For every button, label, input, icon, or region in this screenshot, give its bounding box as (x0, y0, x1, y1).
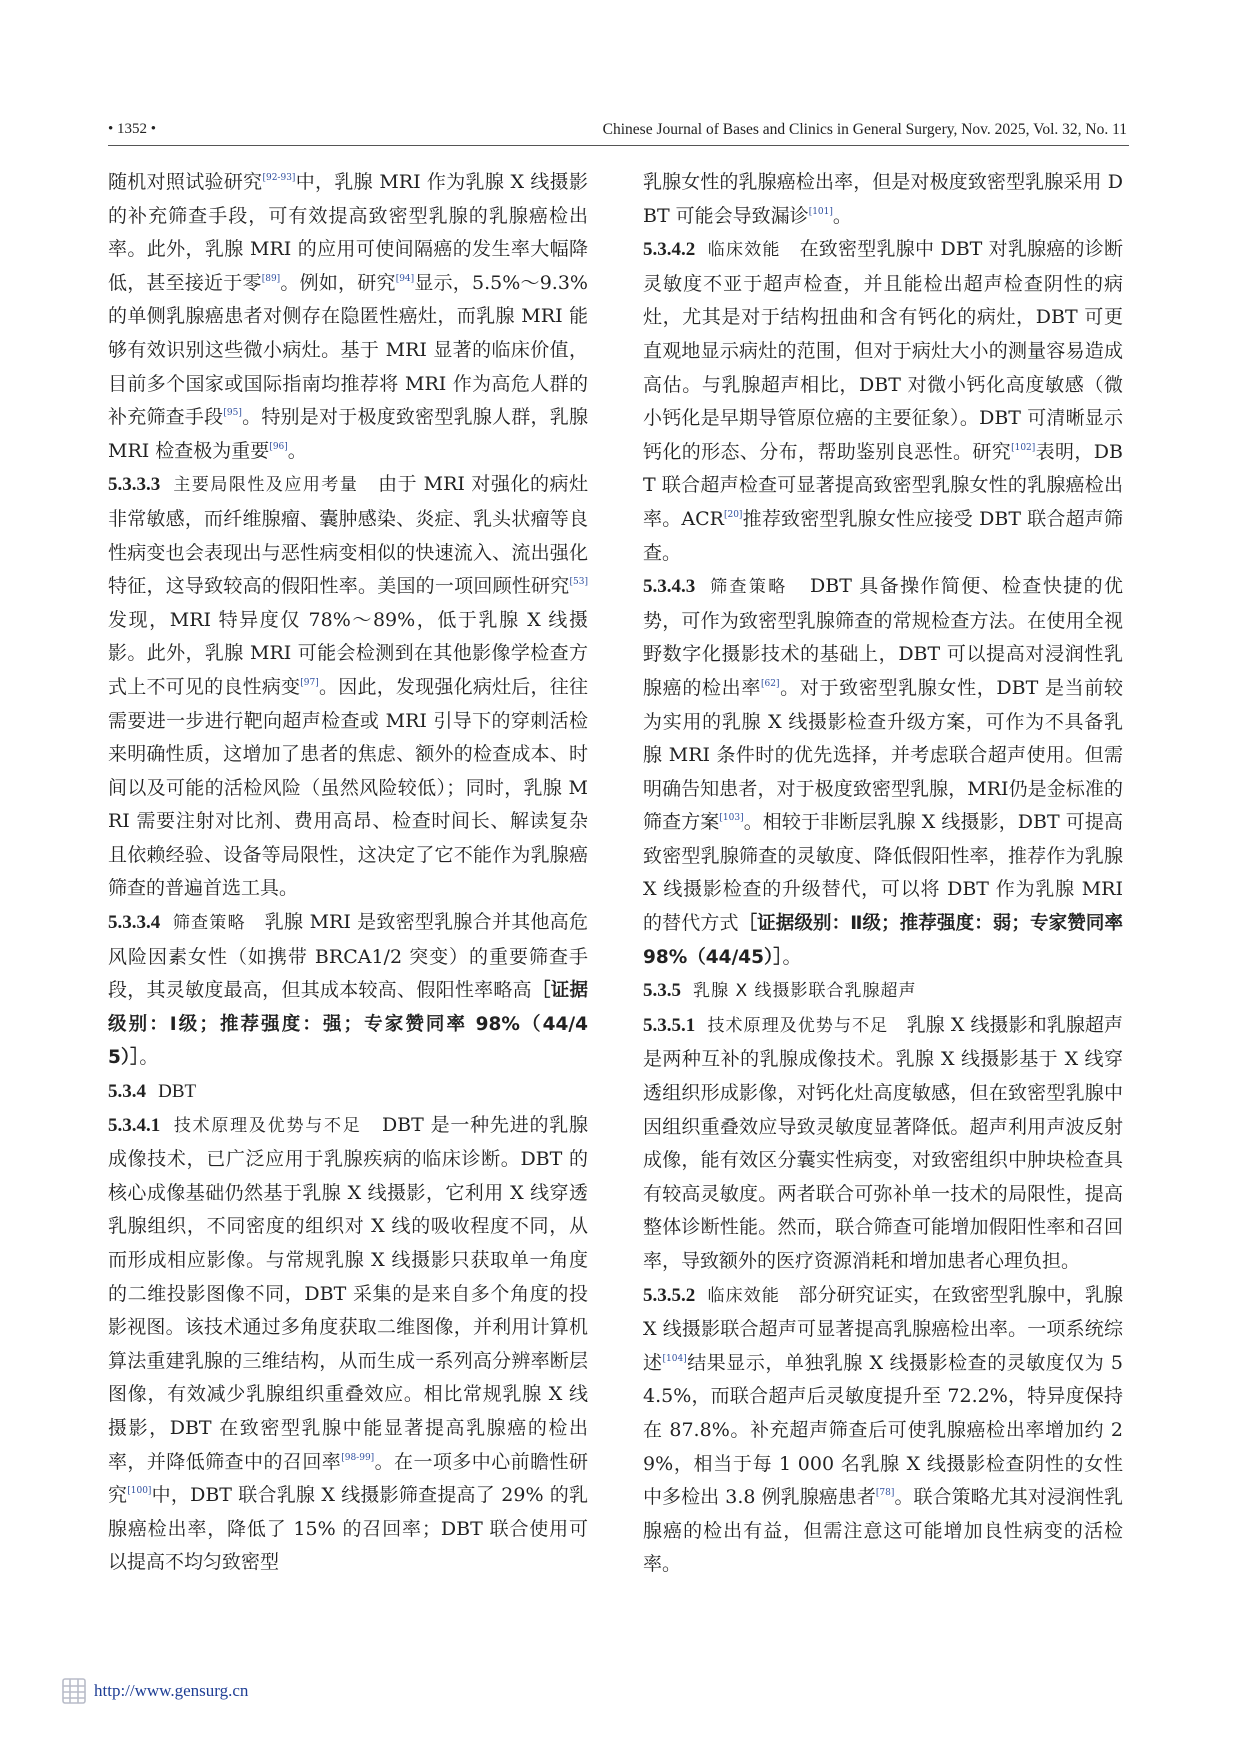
section-title: 技术原理及优势与不足 (173, 1115, 362, 1136)
section-title: DBT (158, 1081, 197, 1103)
header-divider (108, 145, 1129, 146)
paragraph-mri-value: 随机对照试验研究[92-93]中，乳腺 MRI 作为乳腺 X 线摄影的补充筛查手段，可有效提高致密型乳腺的乳腺癌检出率。此外，乳腺 MRI 的应用可使间隔癌的发生率大幅降低，甚至接近于零[89]。例如，研究[94]显示，5.5%～9.3% 的单侧乳腺癌患者对侧存在隐匿性癌灶，而乳腺 MRI 能够有效识别这些微小病灶。基于 MRI 显著的临床价值，目前多个国家或国际指南均推荐将 MRI 作为高危人群的补充筛查手段[95]。特别是对于极度致密型乳腺人群，乳腺 MRI 检查极为重要[96]。 (108, 171, 588, 462)
citation-ref[interactable]: [89] (261, 273, 281, 284)
section-number: 5.3.3.4 (108, 912, 161, 934)
section-number: 5.3.5 (643, 980, 681, 1002)
section-title: 筛查策略 (172, 913, 246, 934)
section-number: 5.3.4.2 (643, 239, 696, 261)
journal-url-link[interactable]: http://www.gensurg.cn (94, 1681, 249, 1700)
citation-ref[interactable]: [103] (719, 813, 744, 824)
section-5-3-5-2: 5.3.5.2 临床效能 部分研究证实，在致密型乳腺中，乳腺 X 线摄影联合超声可显著提高乳腺癌检出率。一项系统综述[104]结果显示，单独乳腺 X 线摄影检查的灵敏度仅为 54.5%，而联合超声后灵敏度提升至 72.2%，特异度保持在 87.8%。补充超声筛查后可使乳腺癌检出率增加约 29%，相当于每 1 000 名乳腺 X 线摄影检查阴性的女性中多检出 3.8 例乳腺癌患者[78]。联合策略尤其对浸润性乳腺癌的检出有益，但需注意这可能增加良性病变的活检率。 (643, 1283, 1123, 1576)
section-5-3-3-3: 5.3.3.3 主要局限性及应用考量 由于 MRI 对强化的病灶非常敏感，而纤维腺瘤、囊肿感染、炎症、乳头状瘤等良性病变也会表现出与恶性病变相似的快速流入、流出强化特征，这导致较高的假阳性率。美国的一项回顾性研究[53]发现，MRI 特异度仅 78%～89%，低于乳腺 X 线摄影。此外，乳腺 MRI 可能会检测到在其他影像学检查方式上不可见的良性病变[97]。因此，发现强化病灶后，往往需要进一步进行靶向超声检查或 MRI 引导下的穿刺活检来明确性质，这增加了患者的焦虑、额外的检查成本、时间以及可能的活检风险（虽然风险较低）；同时，乳腺 MRI 需要注射对比剂、费用高昂、检查时间长、解读复杂且依赖经验、设备等局限性，这决定了它不能作为乳腺癌筛查的普遍首选工具。 (108, 473, 588, 900)
right-column (643, 166, 1123, 1582)
journal-citation: Chinese Journal of Bases and Clinics in General Surgery, Nov. 2025, Vol. 32, No. 11 (602, 121, 1127, 138)
citation-ref[interactable]: [100] (127, 1486, 152, 1497)
section-5-3-3-4: 5.3.3.4 筛查策略 乳腺 MRI 是致密型乳腺合并其他高危风险因素女性（如携带 BRCA1/2 突变）的重要筛查手段，其灵敏度最高，但其成本较高、假阳性率略高［证据级别：Ⅰ级；推荐强度：强；专家赞同率 98%（44/45）］。 (108, 911, 588, 1069)
section-5-3-5-1: 5.3.5.1 技术原理及优势与不足 乳腺 X 线摄影和乳腺超声是两种互补的乳腺成像技术。乳腺 X 线摄影基于 X 线穿透组织形成影像，对钙化灶高度敏感，但在致密型乳腺中因组织重叠效应导致灵敏度显著降低。超声利用声波反射成像，能有效区分囊实性病变，对致密组织中肿块检查具有较高灵敏度。两者联合可弥补单一技术的局限性，提高整体诊断性能。然而，联合筛查可能增加假阳性率和召回率，导致额外的医疗资源消耗和增加患者心理负担。 (643, 1013, 1123, 1272)
citation-ref[interactable]: [62] (760, 678, 780, 689)
section-number: 5.3.4 (108, 1081, 146, 1103)
section-number: 5.3.4.3 (643, 576, 696, 598)
section-5-3-5 (643, 974, 1123, 1009)
section-5-3-4 (108, 1075, 588, 1109)
citation-ref[interactable]: [101] (808, 206, 833, 217)
recommendation-grade: ［证据级别：Ⅱ级；推荐强度：弱；专家赞同率 98%（44/45）］ (643, 913, 1123, 968)
citation-ref[interactable]: [96] (269, 441, 288, 452)
left-column (108, 166, 588, 1580)
section-number: 5.3.4.1 (108, 1114, 161, 1136)
citation-ref[interactable]: [53] (569, 577, 588, 588)
section-5-3-4-2: 5.3.4.2 临床效能 在致密型乳腺中 DBT 对乳腺癌的诊断灵敏度不亚于超声检查，并且能检出超声检查阴性的病灶，尤其是对于结构扭曲和含有钙化的病灶，DBT 可更直观地显示病灶的范围，但对于病灶大小的测量容易造成高估。与乳腺超声相比，DBT 对微小钙化高度敏感（微小钙化是早期导管原位癌的主要征象）。DBT 可清晰显示钙化的形态、分布，帮助鉴别良恶性。研究[102]表明，DBT 联合超声检查可显著提高致密型乳腺女性的乳腺癌检出率。ACR[20]推荐致密型乳腺女性应接受 DBT 联合超声筛查。 (643, 238, 1123, 564)
citation-ref[interactable]: [97] (300, 677, 319, 688)
citation-ref[interactable]: [92-93] (262, 173, 296, 183)
citation-ref[interactable]: [95] (223, 408, 242, 419)
recommendation-grade: ［证据级别：Ⅰ级；推荐强度：强；专家赞同率 98%（44/45）］ (108, 980, 588, 1069)
citation-ref[interactable]: [78] (875, 1488, 895, 1499)
citation-ref[interactable]: [20] (723, 509, 743, 520)
section-title: 乳腺 X 线摄影联合乳腺超声 (693, 981, 917, 1002)
section-title: 主要局限性及应用考量 (173, 475, 359, 496)
section-title: 临床效能 (707, 240, 781, 261)
page-number: • 1352 • (108, 121, 157, 137)
citation-ref[interactable]: [102] (1011, 442, 1036, 453)
page-footer (60, 1676, 248, 1706)
section-number: 5.3.5.1 (643, 1014, 696, 1036)
section-number: 5.3.3.3 (108, 474, 161, 496)
section-title: 筛查策略 (710, 577, 788, 598)
journal-logo-icon (60, 1676, 88, 1706)
paragraph-dbt-continued: 乳腺女性的乳腺癌检出率，但是对极度致密型乳腺采用 DBT 可能会导致漏诊[101]。 (643, 171, 1123, 227)
citation-ref[interactable]: [104] (662, 1353, 687, 1364)
citation-ref[interactable]: [94] (395, 273, 415, 284)
citation-ref[interactable]: [98-99] (341, 1452, 375, 1463)
section-title: 技术原理及优势与不足 (707, 1015, 889, 1036)
section-number: 5.3.5.2 (643, 1284, 696, 1306)
section-5-3-4-1: 5.3.4.1 技术原理及优势与不足 DBT 是一种先进的乳腺成像技术，已广泛应用于乳腺疾病的临床诊断。DBT 的核心成像基础仍然基于乳腺 X 线摄影，它利用 X 线穿透乳腺组织，不同密度的组织对 X 线的吸收程度不同，从而形成相应影像。与常规乳腺 X 线摄影只获取单一角度的二维投影图像不同，DBT 采集的是来自多个角度的投影视图。该技术通过多角度获取二维图像，并利用计算机算法重建乳腺的三维结构，从而生成一系列高分辨率断层图像，有效减少乳腺组织重叠效应。相比常规乳腺 X 线摄影，DBT 在致密型乳腺中能显著提高乳腺癌的检出率，并降低筛查中的召回率[98-99]。在一项多中心前瞻性研究[100]中，DBT 联合乳腺 X 线摄影筛查提高了 29% 的乳腺癌检出率，降低了 15% 的召回率；DBT 联合使用可以提高不均匀致密型 (108, 1113, 588, 1574)
section-5-3-4-3: 5.3.4.3 筛查策略 DBT 具备操作简便、检查快捷的优势，可作为致密型乳腺筛查的常规检查方法。在使用全视野数字化摄影技术的基础上，DBT 可以提高对浸润性乳腺癌的检出率[62]。对于致密型乳腺女性，DBT 是当前较为实用的乳腺 X 线摄影检查升级方案，可作为不具备乳腺 MRI 条件时的优先选择，并考虑联合超声使用。但需明确告知患者，对于极度致密型乳腺，MRI仍是金标准的筛查方案[103]。相较于非断层乳腺 X 线摄影，DBT 可提高致密型乳腺筛查的灵敏度、降低假阳性率，推荐作为乳腺 X 线摄影检查的升级替代，可以将 DBT 作为乳腺 MRI 的替代方式［证据级别：Ⅱ级；推荐强度：弱；专家赞同率 98%（44/45）］。 (643, 575, 1123, 968)
section-title: 临床效能 (707, 1285, 780, 1306)
